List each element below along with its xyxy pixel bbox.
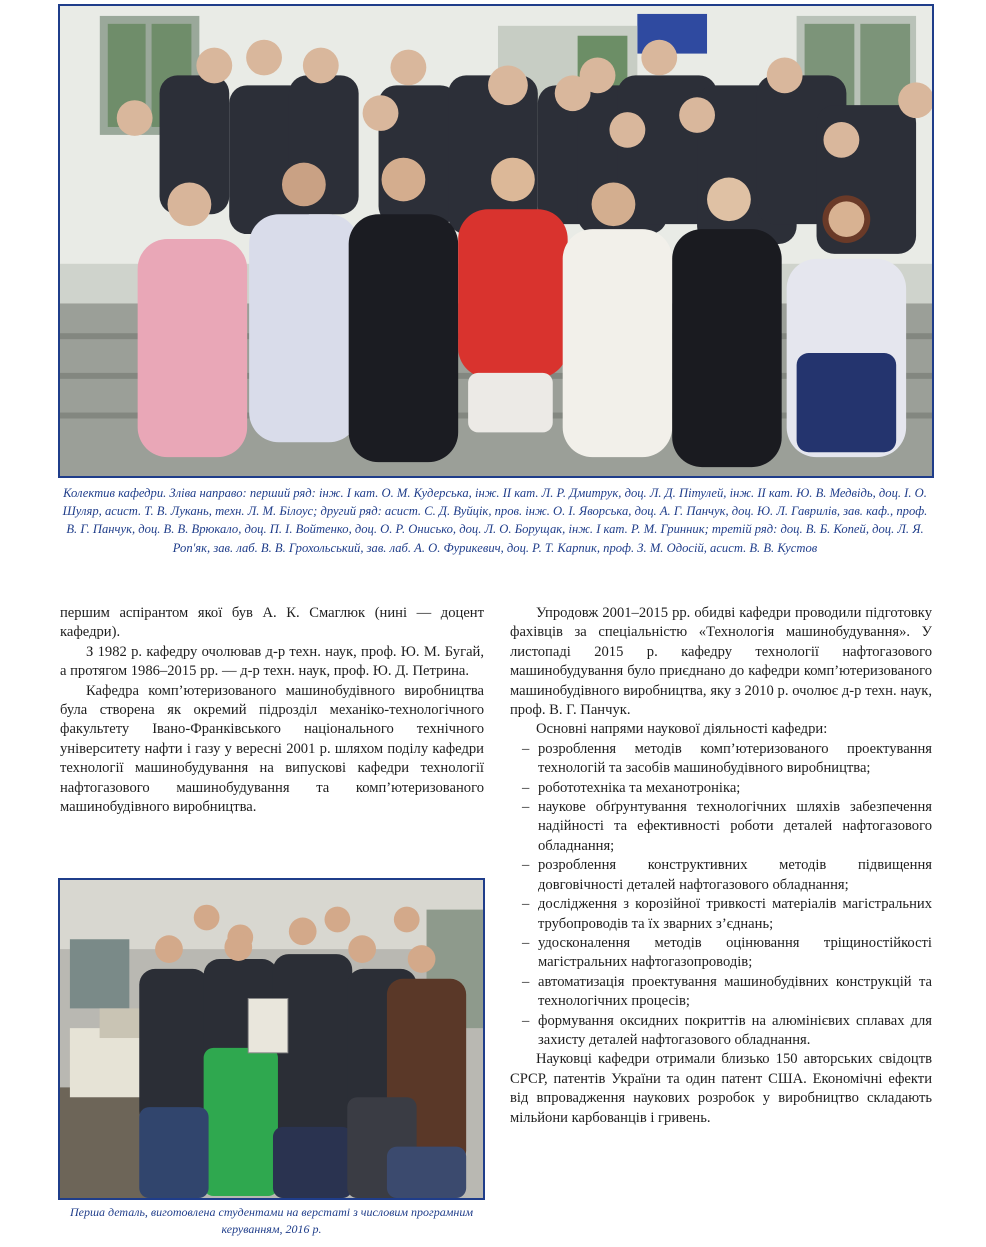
list-item: – розроблення конструктивних методів підвищення довговічності деталей нафтогазового обладнання; <box>510 856 932 895</box>
students-photo <box>58 878 485 1200</box>
group-photo-caption: Колектив кафедри. Зліва направо: перший ряд: інж. I кат. О. М. Кудерська, інж. II кат. Л. Р. Дмитрук, доц. Л. Д. Пітулей, інж. II кат. Ю. В. Медвідь, доц. І. О. Шуляр, асист. Т. В. Лукань, техн. Л. М. Білоус; другий ряд: асист. С. Д. Вуйцік, пров. інж. О. І. Яворська, доц. А. Г. Панчук, доц. Ю. Л. Гаврилів, зав. каф., проф. В. Г. Панчук, доц. В. В. Врюкало, доц. П. І. Войтенко, доц. О. Р. Онисько, доц. Л. О. Борущак, інж. I кат. Р. М. Гринник; третій ряд: доц. В. Б. Копей, доц. Л. Я. Роп'як, зав. лаб. В. В. Грохольський, зав. лаб. А. О. Фурикевич, доц. Р. Т. Карпик, проф. З. М. Одосій, асист. В. В. Кустов <box>62 486 928 555</box>
list-item: – наукове обґрунтування технологічних шляхів забезпечення надійності та ефективності роботи деталей нафтогазового обладнання; <box>510 798 932 856</box>
group-photo <box>58 4 934 478</box>
paragraph: Кафедра комп’ютеризованого машинобудівного виробництва була створена як окремий підрозділ механіко-технологічного факультету Івано-Франківського національного технічного університету нафти і газу у вересні 2001 р. шляхом поділу кафедри технології машинобудування на випускові кафедри технології нафтогазового машинобудування та комп’ютеризованого машинобудівного виробництва. <box>60 682 484 816</box>
students-photo-caption: Перша деталь, виготовлена студентами на верстаті з числовим програмним керуванням, 2016 р. <box>69 1205 474 1236</box>
list-item: – удосконалення методів оцінювання тріщиностійкості магістральних нафтогазопроводів; <box>510 934 932 973</box>
paragraph: З 1982 р. кафедру очолював д-р техн. наук, проф. Ю. М. Бугай, а протягом 1986–2015 рр. — д-р техн. наук, проф. Ю. Д. Петрина. <box>60 643 484 680</box>
list-item: – формування оксидних покриттів на алюмінієвих сплавах для захисту деталей нафтогазового обладнання. <box>510 1012 932 1051</box>
list-intro: Основні напрями наукової діяльності кафедри: <box>536 721 828 738</box>
right-text-column <box>510 604 932 1128</box>
group-photo-illustration <box>60 6 932 476</box>
paragraph: Науковці кафедри отримали близько 150 авторських свідоцтв СРСР, патентів України та один патент США. Економічні ефекти від впровадження наукових розробок у виробництво складають мільйони карбованців і гривень. <box>510 1051 932 1126</box>
paragraph: першим аспірантом якої був А. К. Смаглюк (нині — доцент кафедри). <box>60 605 484 641</box>
list-item: – робототехніка та механотроніка; <box>510 779 932 798</box>
left-text-column <box>60 604 484 817</box>
paragraph: Упродовж 2001–2015 рр. обидві кафедри проводили підготовку фахівців за спеціальністю «Технологія машинобудування». У листопаді 2015 р. кафедру технології нафтогазового машинобудування було приєднано до кафедри комп’ютеризованого машинобудівного виробництва, яку з 2010 р. очолює д-р техн. наук, проф. В. Г. Панчук. <box>510 605 932 719</box>
list-item: – розроблення методів комп’ютеризованого проектування технологій та засобів машинобудівного виробництва; <box>510 740 932 779</box>
research-directions-list <box>510 740 932 1051</box>
students-photo-illustration <box>60 880 483 1198</box>
list-item: – автоматизація проектування машинобудівних конструкцій та технологічних процесів; <box>510 973 932 1012</box>
list-item: – дослідження з корозійної тривкості матеріалів магістральних трубопроводів та їх зварних з’єднань; <box>510 895 932 934</box>
